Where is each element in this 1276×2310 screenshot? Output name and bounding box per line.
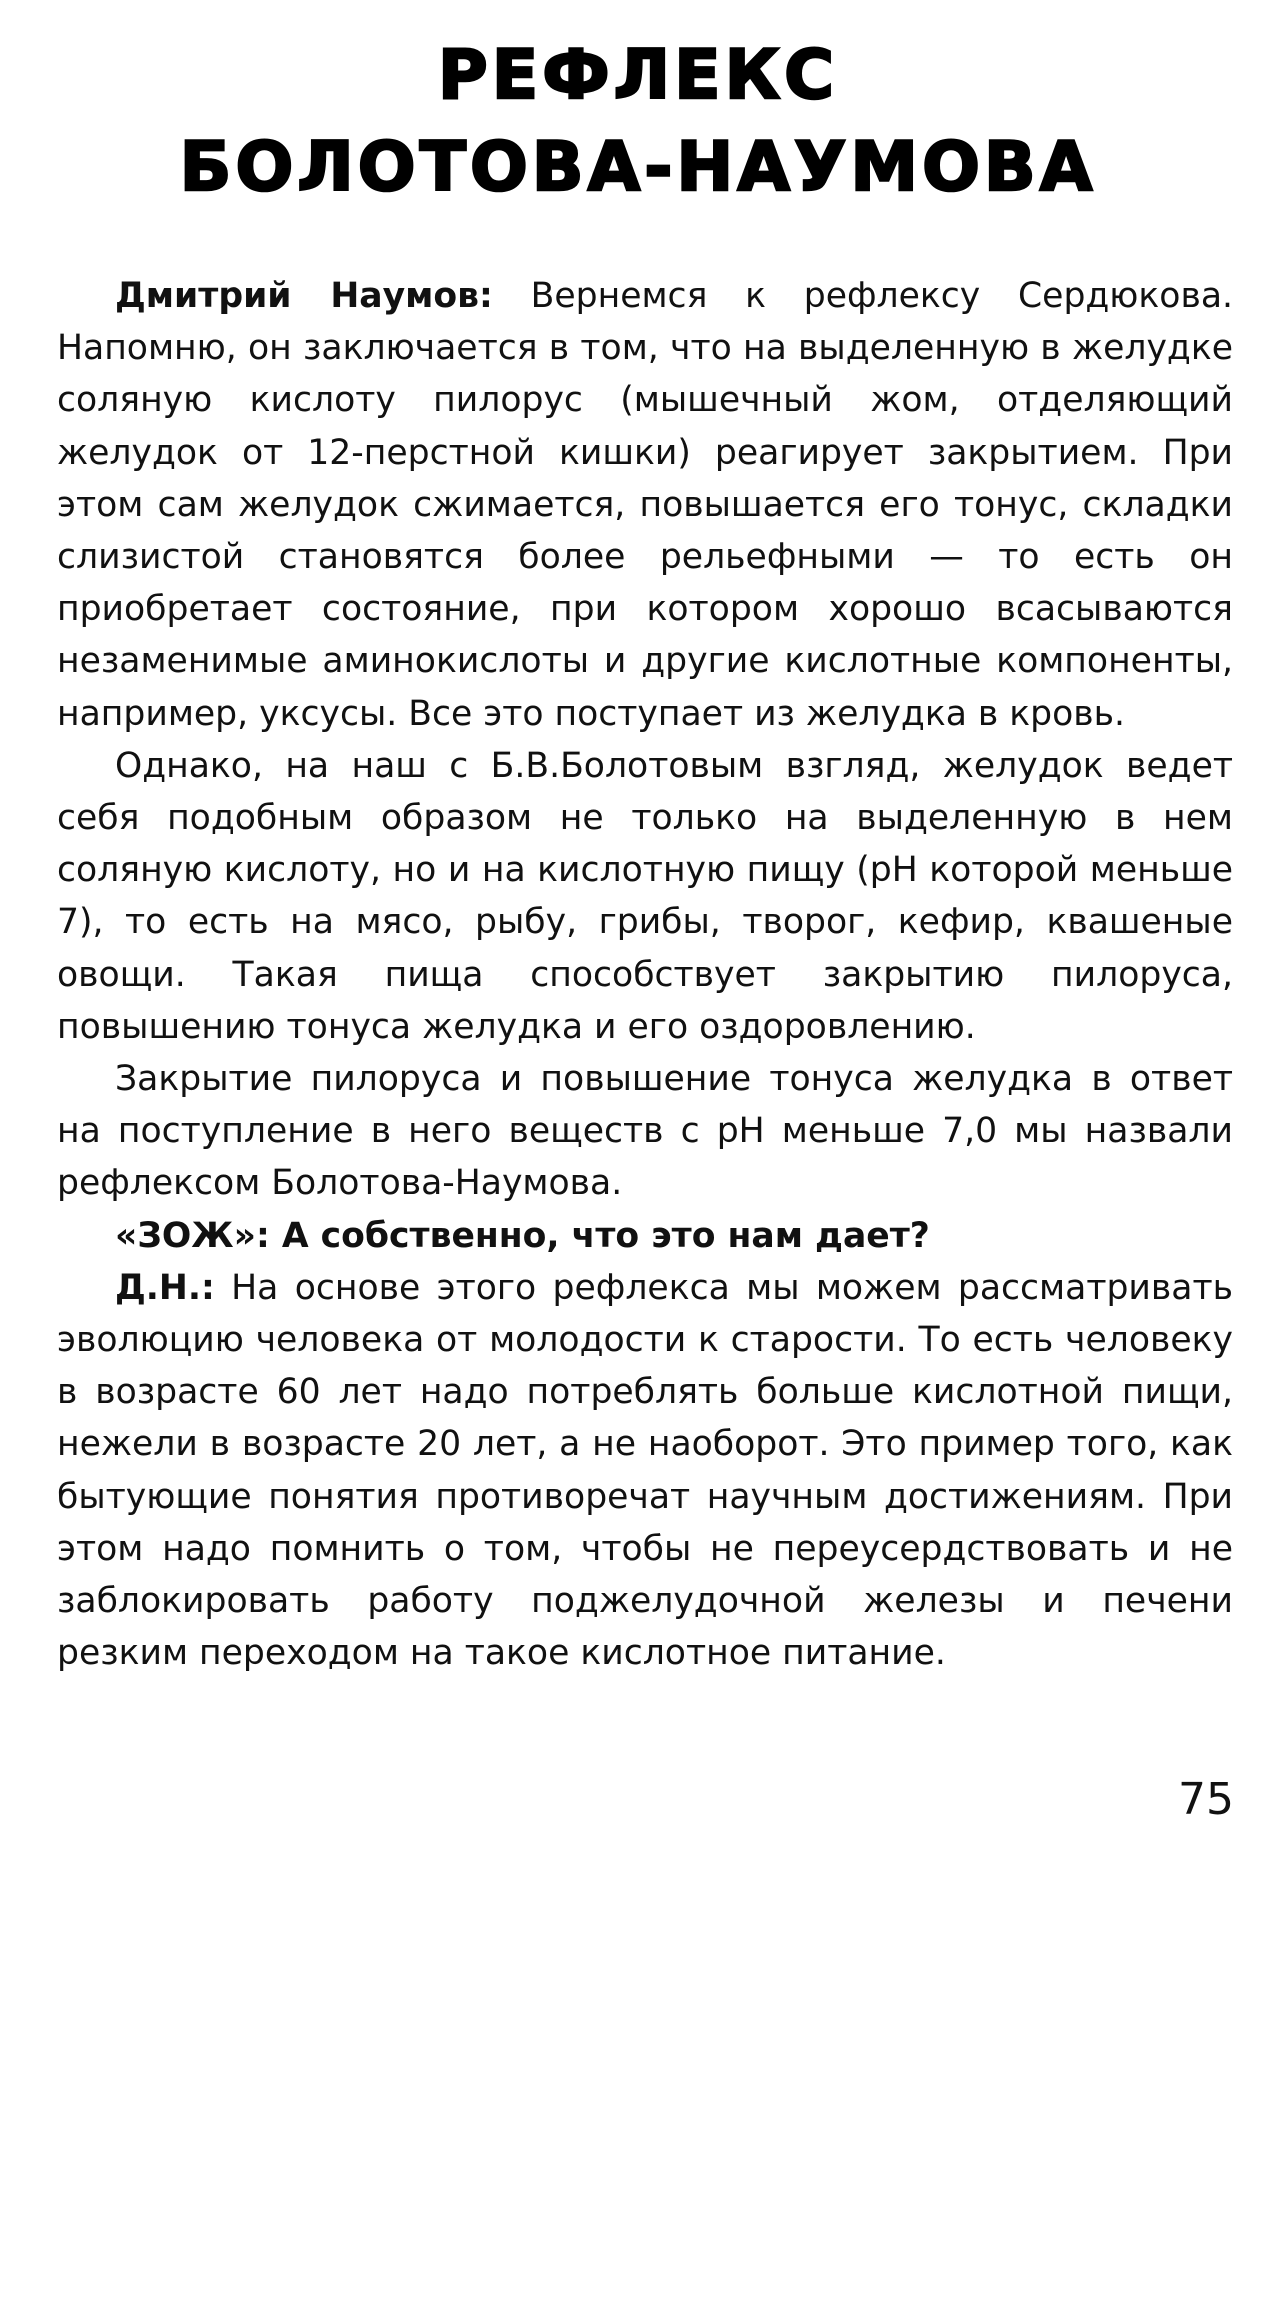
title-line-2: БОЛОТОВА-НАУМОВА <box>179 128 1097 207</box>
page-number: 75 <box>1178 1774 1234 1825</box>
paragraph-text: Закрытие пилоруса и повышение тонуса желудка в ответ на поступление в него веществ с рН меньше 7,0 мы назвали рефлексом Болотова-Наумова. <box>57 1059 1233 1204</box>
paragraph <box>57 270 1233 740</box>
paragraph-text: На основе этого рефлекса мы можем рассматривать эволюцию человека от молодости к старости. То есть человеку в возрасте 60 лет надо потреблять больше кислотной пищи, нежели в возрасте 20 лет, а не наоборот. Это пример того, как бытующие понятия противоречат научным достижениям. При этом надо помнить о том, чтобы не переусердствовать и не заблокировать работу поджелудочной железы и печени резким переходом на такое кислотное питание. <box>57 1267 1233 1674</box>
speaker-label: Д.Н.: <box>115 1267 215 1308</box>
paragraph <box>57 1262 1233 1680</box>
paragraph-text: Вернемся к рефлексу Сердюкова. Напомню, он заключается в том, что на выделенную в желудке соляную кислоту пилорус (мышечный жом, отделяющий желудок от 12-перстной кишки) реагирует закрытием. При этом сам желудок сжимается, повышается его тонус, складки слизистой становятся более рельефными — то есть он приобретает состояние, при котором хорошо всасываются незаменимые аминокислоты и другие кислотные компоненты, например, уксусы. Все это поступает из желудка в кровь. <box>57 276 1234 734</box>
article-body <box>57 270 1233 1679</box>
paragraph-text: Однако, на наш с Б.В.Болотовым взгляд, желудок ведет себя подобным образом не только на выделенную в нем соляную кислоту, но и на кислотную пищу (рН которой меньше 7), то есть на мясо, рыбу, грибы, творог, кефир, квашеные овощи. Такая пища способствует закрытию пилоруса, повышению тонуса желудка и его оздоровлению. <box>57 745 1233 1047</box>
paragraph <box>57 1053 1233 1210</box>
paragraph <box>57 1210 1233 1262</box>
speaker-label: Дмитрий Наумов: <box>115 276 493 316</box>
article-title <box>56 30 1220 214</box>
paragraph <box>57 740 1233 1053</box>
question-label: «ЗОЖ»: А собственно, что это нам дает? <box>115 1215 930 1256</box>
title-line-1: РЕФЛЕКС <box>437 36 839 115</box>
